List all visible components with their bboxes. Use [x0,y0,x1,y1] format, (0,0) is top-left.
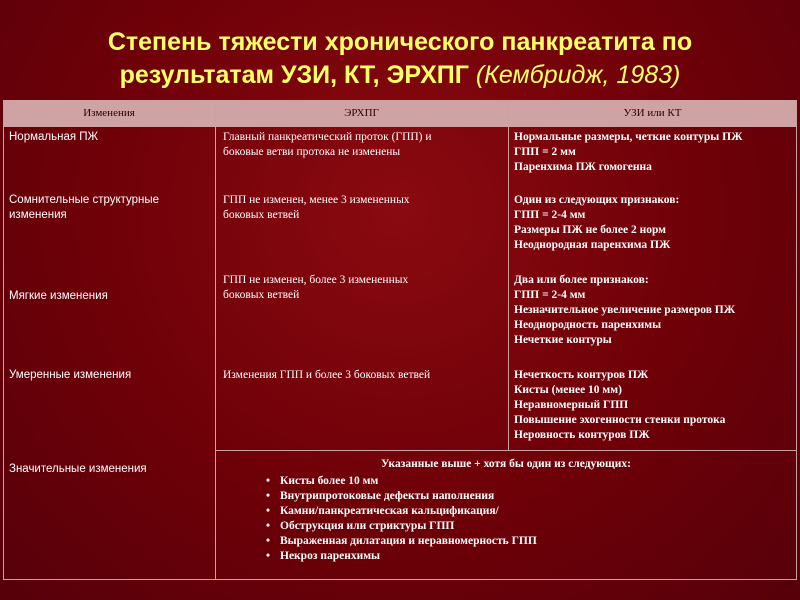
list-item [266,489,796,504]
usct-text: ГПП = 2 мм [514,146,576,158]
marked-criteria-list [216,474,796,564]
row-ercp-normal [223,130,432,160]
list-item-text: Некроз паренхимы [280,550,381,562]
row-marked-details [216,457,796,564]
list-item-text: Обструкция или стриктуры ГПП [280,520,455,532]
grid-line [215,450,797,451]
grid-line [3,126,797,127]
row-label-text: изменения [9,209,67,221]
ercp-text: ГПП не изменен, менее 3 измененных [223,194,410,206]
bullet-icon: • [266,520,271,532]
row-ercp-moderate [223,368,430,383]
slide-title-main: результатам УЗИ, КТ, ЭРХПГ [119,61,476,89]
row-label-doubtful [9,193,159,223]
usct-text: Нечеткие контуры [514,334,612,346]
row-label-text: Сомнительные структурные [9,194,160,206]
ercp-text: Изменения ГПП и более 3 боковых ветвей [223,369,431,381]
list-item [266,549,796,564]
list-item-text: Камни/панкреатическая кальцификация/ [280,505,499,517]
list-item-text: Кисты более 10 мм [280,475,379,487]
slide-title-source: (Кембридж, 1983) [475,61,681,89]
usct-text: Один из следующих признаков: [514,194,680,206]
grid-line [3,100,4,580]
slide-title-line1: Степень тяжести хронического панкреатита по [107,28,693,56]
ercp-text: Главный панкреатический проток (ГПП) и [223,131,432,143]
usct-text: Нормальные размеры, четкие контуры ПЖ [514,131,743,143]
list-item [266,474,796,489]
severity-table [3,100,797,580]
slide-title-line2 [0,59,800,92]
row-label-mild [9,289,108,304]
usct-text: Повышение эхогенности стенки протока [514,414,726,426]
row-label-normal [9,130,98,145]
usct-text: Неравномерный ГПП [514,399,629,411]
ercp-text: боковых ветвей [223,289,300,301]
row-label-text: Мягкие изменения [9,290,108,302]
ercp-text: ГПП не изменен, более 3 измененных [223,274,409,286]
row-usct-mild [514,273,735,348]
bullet-icon: • [266,505,271,517]
row-label-text: Умеренные изменения [9,369,132,381]
row-label-text: Значительные изменения [9,463,147,475]
row-label-marked [9,462,147,477]
usct-text: Нечеткость контуров ПЖ [514,369,649,381]
usct-text: ГПП = 2-4 мм [514,289,586,301]
usct-text: Неровность контуров ПЖ [514,429,650,441]
grid-line [796,100,797,580]
row-label-moderate [9,368,131,383]
bullet-icon: • [266,490,271,502]
row-label-text: Нормальная ПЖ [9,131,99,143]
list-item [266,519,796,534]
row-usct-moderate [514,368,725,443]
header-changes: Изменения [3,100,215,126]
header-ercp: ЭРХПГ [215,100,508,126]
slide-title [0,26,800,92]
usct-text: Кисты (менее 10 мм) [514,384,622,396]
marked-lead-text: Указанные выше + хотя бы один из следующих: [381,458,631,470]
usct-text: ГПП = 2-4 мм [514,209,586,221]
bullet-icon: • [266,550,271,562]
bullet-icon: • [266,535,271,547]
usct-text: Неоднородная паренхима ПЖ [514,239,671,251]
list-item [266,504,796,519]
list-item-text: Выраженная дилатация и неравномерность ГПП [280,535,537,547]
usct-text: Паренхима ПЖ гомогенна [514,161,652,173]
row-ercp-mild [223,273,408,303]
usct-text: Размеры ПЖ не более 2 норм [514,224,667,236]
grid-line [508,100,509,450]
ercp-text: боковых ветвей [223,209,300,221]
usct-text: Незначительное увеличение размеров ПЖ [514,304,736,316]
bullet-icon: • [266,475,271,487]
ercp-text: боковые ветви протока не изменены [223,146,401,158]
usct-text: Два или более признаков: [514,274,649,286]
list-item-text: Внутрипротоковые дефекты наполнения [280,490,495,502]
list-item [266,534,796,549]
header-us-ct: УЗИ или КТ [508,100,797,126]
row-ercp-doubtful [223,193,410,223]
row-usct-normal [514,130,742,175]
grid-line [3,100,797,101]
grid-line [3,579,797,580]
row-usct-doubtful [514,193,679,253]
usct-text: Неоднородность паренхимы [514,319,662,331]
